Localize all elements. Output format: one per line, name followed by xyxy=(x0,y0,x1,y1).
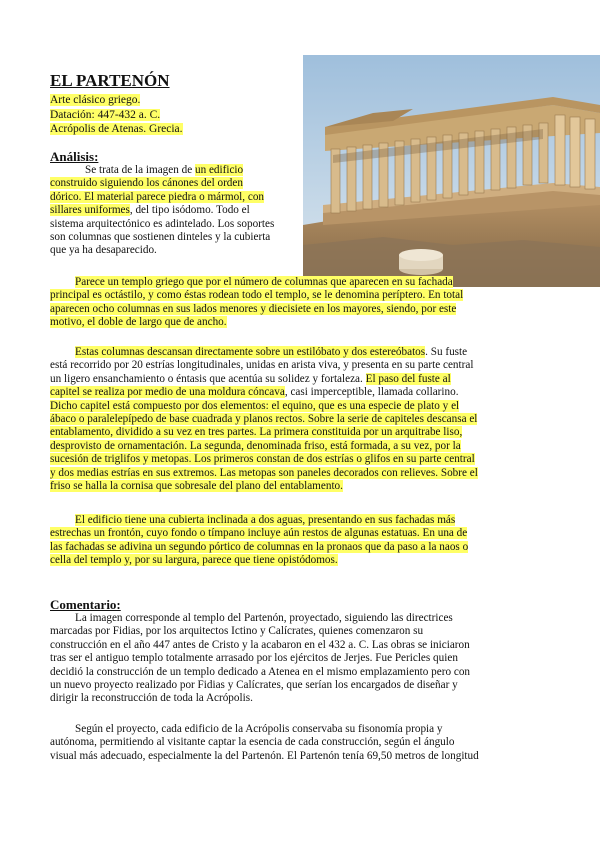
text-line xyxy=(50,400,518,413)
text-segment: La imagen corresponde al templo del Partenón, proyectado, siguiendo las directrices xyxy=(75,612,453,624)
text-segment: autónoma, permitiendo al visitante captar la esencia de cada construcción, según el ángulo xyxy=(50,736,455,749)
text-segment: decidió la construcción de un templo dedicado a Atenea en el mismo emplazamiento pero con xyxy=(50,665,471,678)
analysis-heading: Análisis: xyxy=(50,149,99,164)
text-line xyxy=(50,204,295,217)
text-segment: Se trata de la imagen de xyxy=(85,164,195,176)
highlighted-text: aparecen ocho columnas en sus lados menores y diecisiete en los mayores, siendo, por este xyxy=(50,302,457,315)
text-line xyxy=(50,316,518,329)
text-segment: construcción en el año 447 antes de Cristo y la acabaron en el 432 a. C. Las obras se iniciaron xyxy=(50,638,470,651)
highlighted-text: Estas columnas descansan directamente sobre un estilóbato y dos estereóbatos xyxy=(75,346,426,358)
text-segment: sistema arquitectónico es adintelado. Los soportes xyxy=(50,217,275,230)
highlighted-text: desprovisto de ornamentación xyxy=(50,439,185,452)
highlighted-text: friso se halla la cornisa que sobresale del plano del entablamento. xyxy=(50,480,343,493)
text-line xyxy=(50,303,518,316)
meta-style: Arte clásico griego. xyxy=(50,94,141,106)
highlighted-text: un edificio xyxy=(194,164,244,176)
text-line xyxy=(50,453,518,466)
highlighted-text: Dicho capitel está compuesto por dos elementos: el equino, que es una especie de plato y el xyxy=(50,399,460,412)
text-line xyxy=(50,639,518,652)
highlighted-text: sucesión de triglifos y metopas. Los primeros constan de dos estrías o glifos en su parte central xyxy=(50,453,475,466)
text-segment: Según el proyecto, cada edificio de la Acrópolis conservaba su fisonomía propia y xyxy=(75,723,443,735)
text-segment: , del tipo isódomo. Todo el xyxy=(129,204,250,217)
text-segment: , casi imperceptible, llamada collarino. xyxy=(284,386,459,399)
highlighted-text: y dos medias estrías en sus extremos xyxy=(50,466,215,479)
text-line xyxy=(50,386,518,399)
highlighted-text: motivo, el doble de largo que de ancho. xyxy=(50,316,227,329)
text-line xyxy=(50,231,295,244)
text-line xyxy=(50,413,518,426)
meta-date: Datación: 447-432 a. C. xyxy=(50,108,161,121)
text-line xyxy=(50,346,518,359)
text-line xyxy=(50,426,518,439)
text-segment: marcadas por Fidias, por los arquitectos Ictino y Calícrates, quienes comenzaron su xyxy=(50,625,424,638)
highlighted-text: principal es octástilo, y como éstas rodean todo el templo, se le denomina períptero. En total xyxy=(50,289,464,302)
text-segment: está recorrido por 20 estrías longitudinales, unidas en arista viva, y presenta en su parte central xyxy=(50,359,474,372)
highlighted-text: El edificio tiene una cubierta inclinada a dos aguas, presentando en sus fachadas más xyxy=(75,514,456,526)
highlighted-text: Parece un templo griego que por el número de columnas que aparecen en su fachada xyxy=(75,276,453,288)
highlighted-text: dórico. El material parece piedra o mármol, con xyxy=(50,190,265,203)
text-line xyxy=(50,723,518,736)
temple-description-paragraph xyxy=(50,276,518,330)
text-line xyxy=(50,666,518,679)
text-line xyxy=(50,750,518,763)
highlighted-text: estrechas un frontón, cuyo fondo o tímpano incluye aún restos de algunas estatuas. En una de xyxy=(50,527,468,540)
highlighted-text: El paso del fuste al xyxy=(365,372,451,385)
text-line xyxy=(50,467,518,480)
text-line xyxy=(50,625,518,638)
text-line xyxy=(50,652,518,665)
highlighted-text: . Las metopas son paneles decorados con relieves. Sobre el xyxy=(214,466,478,479)
text-line xyxy=(50,692,518,705)
text-line xyxy=(50,244,295,257)
text-line xyxy=(50,191,295,204)
text-segment: tras ser el antiguo templo totalmente arrasado por los ejércitos de Jerjes. Fue Pericles quien xyxy=(50,652,458,665)
text-segment: que ya ha desaparecido. xyxy=(50,244,157,257)
text-line xyxy=(50,359,518,372)
text-line xyxy=(50,177,295,190)
text-line xyxy=(50,679,518,692)
highlighted-text: sillares uniformes xyxy=(50,204,130,217)
text-line xyxy=(50,736,518,749)
analysis-intro-paragraph xyxy=(50,164,295,258)
text-line xyxy=(50,541,518,554)
comment-paragraph-1 xyxy=(50,612,518,706)
highlighted-text: las fachadas se adivina un segundo pórtico de columnas en la pronaos que da paso a la naos o xyxy=(50,540,469,553)
text-line xyxy=(50,612,518,625)
text-segment: son columnas que sostienen dinteles y la cubierta xyxy=(50,231,271,244)
highlighted-text: capitel se realiza por medio de una moldura cóncava xyxy=(50,386,285,399)
text-line xyxy=(50,289,518,302)
highlighted-text: . La segunda, denominada friso, está formada, a su vez, por la xyxy=(184,439,461,452)
text-line xyxy=(50,480,518,493)
roof-description-paragraph xyxy=(50,514,518,568)
text-line xyxy=(50,527,518,540)
comment-heading: Comentario: xyxy=(50,597,121,612)
columns-description-paragraph xyxy=(50,346,518,493)
highlighted-text: cella del templo y, por su largura, parece que tiene opistódomos. xyxy=(50,554,338,567)
text-segment: un nuevo proyecto realizado por Fidias y Calícrates, que serían los encargados de diseñar y xyxy=(50,679,458,692)
text-line xyxy=(50,440,518,453)
text-line xyxy=(50,164,295,177)
parthenon-photo xyxy=(303,55,600,287)
text-line xyxy=(50,373,518,386)
text-segment: visual más adecuado, especialmente la del Partenón. El Partenón tenía 69,50 metros de longitud xyxy=(50,749,479,762)
text-line xyxy=(50,554,518,567)
highlighted-text: construido siguiendo los cánones del orden xyxy=(50,177,243,190)
page-title: EL PARTENÓN xyxy=(50,71,170,90)
highlighted-text: entablamento, dividido a su vez en tres partes. La primera constituida por un arquitrabe liso, xyxy=(50,426,463,439)
text-line xyxy=(50,276,518,289)
highlighted-text: ábaco o paralelepípedo de base cuadrada y planos rectos. Sobre la serie de capiteles descansa el xyxy=(50,413,478,426)
comment-paragraph-2 xyxy=(50,723,518,763)
text-line xyxy=(50,514,518,527)
artwork-metadata xyxy=(50,93,183,137)
text-line xyxy=(50,218,295,231)
meta-location: Acrópolis de Atenas. Grecia. xyxy=(50,123,183,135)
text-segment: dirigir la reconstrucción de toda la Acrópolis. xyxy=(50,692,253,705)
parthenon-illustration xyxy=(303,55,600,287)
text-segment: . Su fuste xyxy=(425,346,468,358)
text-segment: un ligero ensanchamiento o éntasis que acentúa su solidez y fortaleza. xyxy=(50,372,366,385)
